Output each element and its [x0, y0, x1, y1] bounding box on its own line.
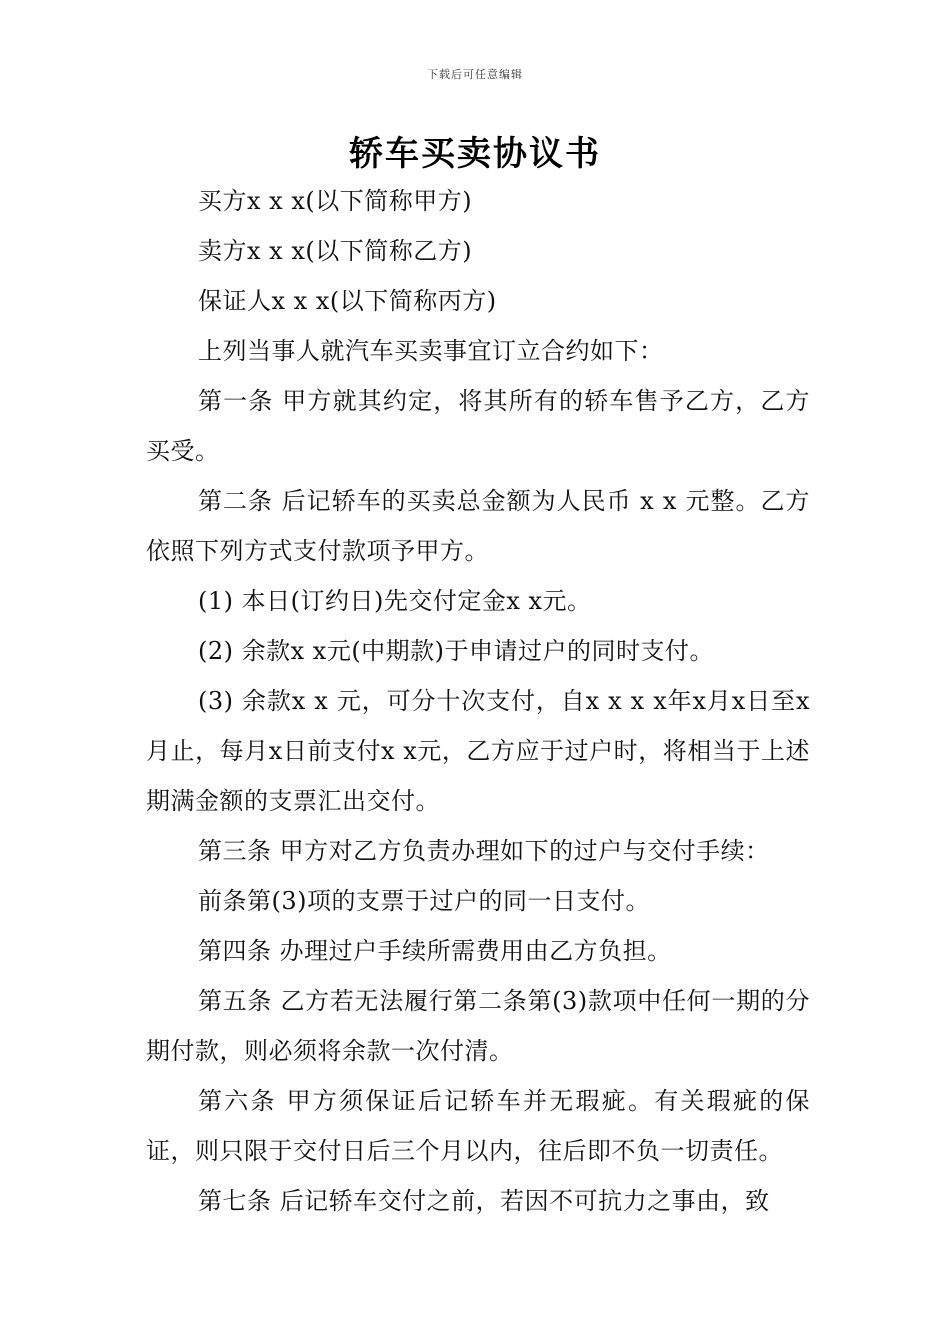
paragraph-buyer: 买方x x x(以下简称甲方)	[198, 187, 473, 215]
paragraph-article-4: 第四条 办理过户手续所需费用由乙方负担。	[198, 937, 672, 965]
header-note: 下载后可任意编辑	[427, 68, 523, 81]
paragraph-preamble: 上列当事人就汽车买卖事宜订立合约如下：	[198, 337, 664, 365]
document-title: 轿车买卖协议书	[349, 134, 601, 174]
paragraph-item-1: (1) 本日(订约日)先交付定金x x元。	[198, 587, 592, 615]
paragraph-article-3: 第三条 甲方对乙方负责办理如下的过户与交付手续：	[198, 837, 770, 865]
document-body	[146, 176, 810, 1226]
paragraph-guarantor: 保证人x x x(以下简称丙方)	[198, 287, 497, 315]
paragraph-article-3-detail: 前条第(3)项的支票于过户的同一日支付。	[198, 887, 650, 915]
paragraph-item-2: (2) 余款x x元(中期款)于申请过户的同时支付。	[198, 637, 715, 665]
paragraph-seller: 卖方x x x(以下简称乙方)	[198, 237, 473, 265]
paragraph-article-6: 第六条 甲方须保证后记轿车并无瑕疵。有关瑕疵的保证，则只限于交付日后三个月以内，往后即不负一切责任。	[146, 1087, 810, 1165]
paragraph-article-7: 第七条 后记轿车交付之前，若因不可抗力之事由，致	[198, 1187, 770, 1215]
paragraph-article-2: 第二条 后记轿车的买卖总金额为人民币 x x 元整。乙方依照下列方式支付款项予甲方。	[146, 487, 810, 565]
paragraph-item-3: (3) 余款x x 元，可分十次支付，自x x x x年x月x日至x月止，每月x日前支付x x元，乙方应于过户时，将相当于上述期满金额的支票汇出交付。	[146, 687, 810, 815]
paragraph-article-5: 第五条 乙方若无法履行第二条第(3)款项中任何一期的分期付款，则必须将余款一次付清。	[146, 987, 810, 1065]
paragraph-article-1: 第一条 甲方就其约定，将其所有的轿车售予乙方，乙方买受。	[146, 387, 810, 465]
